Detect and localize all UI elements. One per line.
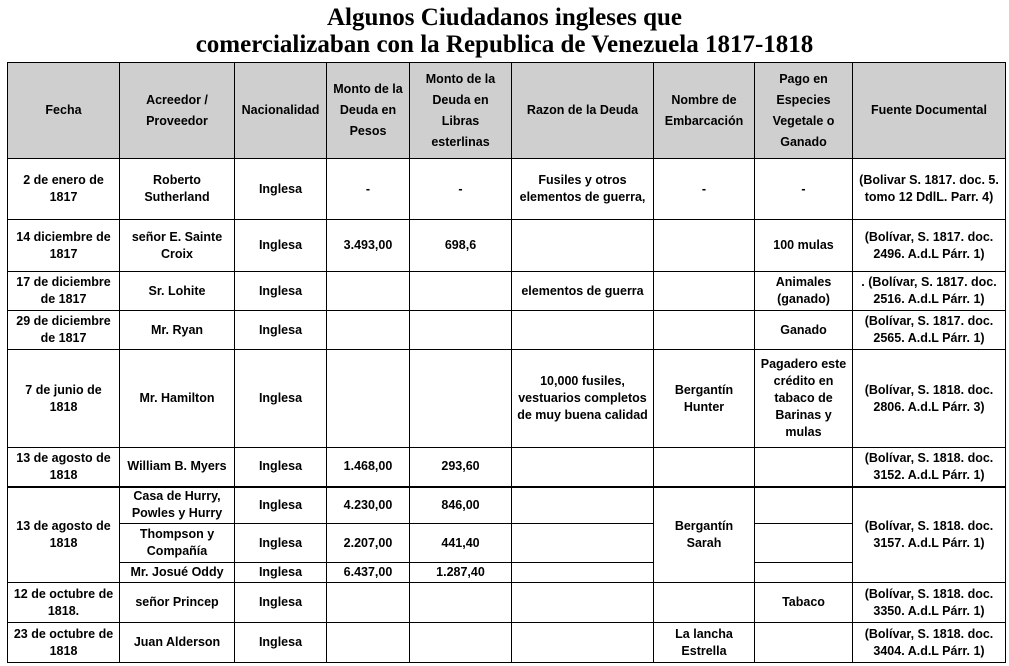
cell-fecha: 12 de octubre de 1818.: [8, 583, 120, 623]
cell-acreedor: Casa de Hurry, Powles y Hurry: [120, 487, 235, 524]
cell-pago: Ganado: [755, 311, 853, 350]
cell-embarcacion: [654, 272, 755, 311]
cell-acreedor: señor E. Sainte Croix: [120, 220, 235, 272]
table-row: [8, 159, 1006, 220]
cell-nacionalidad: Inglesa: [235, 159, 327, 220]
table-row: [8, 448, 1006, 487]
cell-fuente: (Bolívar, S. 1818. doc. 2806. A.d.L Párr. 3): [853, 350, 1006, 448]
cell-nacionalidad: Inglesa: [235, 623, 327, 663]
cell-fecha: 13 de agosto de 1818: [8, 487, 120, 583]
table-row: [8, 311, 1006, 350]
table-row: [8, 350, 1006, 448]
cell-acreedor: Mr. Hamilton: [120, 350, 235, 448]
cell-embarcacion: Bergantín Sarah: [654, 487, 755, 583]
header-acreedor: Acreedor / Proveedor: [120, 63, 235, 159]
cell-fecha: 2 de enero de 1817: [8, 159, 120, 220]
cell-nacionalidad: Inglesa: [235, 583, 327, 623]
cell-fecha: 7 de junio de 1818: [8, 350, 120, 448]
cell-razon: [512, 623, 654, 663]
cell-fuente: (Bolívar, S. 1818. doc. 3152. A.d.L Párr. 1): [853, 448, 1006, 487]
cell-nacionalidad: Inglesa: [235, 220, 327, 272]
cell-pago: [755, 524, 853, 563]
cell-monto-libras: [410, 272, 512, 311]
title-line-1: Algunos Ciudadanos ingleses que: [327, 4, 682, 31]
cell-razon: Fusiles y otros elementos de guerra,: [512, 159, 654, 220]
cell-acreedor: señor Princep: [120, 583, 235, 623]
cell-fuente: (Bolívar, S. 1818. doc. 3404. A.d.L Párr. 1): [853, 623, 1006, 663]
cell-fecha: 17 de diciembre de 1817: [8, 272, 120, 311]
cell-pago: [755, 487, 853, 524]
cell-monto-libras: 441,40: [410, 524, 512, 563]
cell-fuente: (Bolívar, S. 1818. doc. 3350. A.d.L Párr. 1): [853, 583, 1006, 623]
cell-razon: [512, 524, 654, 563]
cell-monto-pesos: [327, 623, 410, 663]
cell-razon: 10,000 fusiles, vestuarios completos de muy buena calidad: [512, 350, 654, 448]
cell-razon: [512, 583, 654, 623]
cell-acreedor: Thompson y Compañía: [120, 524, 235, 563]
cell-monto-libras: [410, 311, 512, 350]
table-row: [8, 220, 1006, 272]
cell-embarcacion: [654, 583, 755, 623]
cell-embarcacion: -: [654, 159, 755, 220]
cell-embarcacion: [654, 311, 755, 350]
cell-fuente: (Bolivar S. 1817. doc. 5. tomo 12 DdlL. Parr. 4): [853, 159, 1006, 220]
cell-monto-pesos: 6.437,00: [327, 563, 410, 583]
table-row: [8, 623, 1006, 663]
cell-pago: Animales (ganado): [755, 272, 853, 311]
cell-embarcacion: [654, 448, 755, 487]
title-line-2: comercializaban con la Republica de Venezuela 1817-1818: [195, 31, 814, 58]
cell-razon: [512, 220, 654, 272]
header-pago: Pago en Especies Vegetale o Ganado: [755, 63, 853, 159]
table-row: [8, 583, 1006, 623]
cell-monto-libras: [410, 350, 512, 448]
creditors-table: [7, 62, 1006, 663]
cell-razon: [512, 563, 654, 583]
cell-acreedor: William B. Myers: [120, 448, 235, 487]
cell-monto-pesos: [327, 272, 410, 311]
cell-monto-pesos: 2.207,00: [327, 524, 410, 563]
cell-monto-libras: 698,6: [410, 220, 512, 272]
cell-pago: -: [755, 159, 853, 220]
cell-acreedor: Roberto Sutherland: [120, 159, 235, 220]
cell-pago: Pagadero este crédito en tabaco de Barinas y mulas: [755, 350, 853, 448]
cell-embarcacion: Bergantín Hunter: [654, 350, 755, 448]
page-title: [0, 0, 1009, 58]
cell-razon: [512, 487, 654, 524]
cell-monto-pesos: [327, 311, 410, 350]
table-row: [8, 272, 1006, 311]
cell-nacionalidad: Inglesa: [235, 311, 327, 350]
cell-monto-pesos: [327, 583, 410, 623]
cell-monto-pesos: 1.468,00: [327, 448, 410, 487]
cell-fuente: . (Bolívar, S. 1817. doc. 2516. A.d.L Párr. 1): [853, 272, 1006, 311]
cell-razon: [512, 448, 654, 487]
cell-pago: [755, 448, 853, 487]
header-monto-libras: Monto de la Deuda en Libras esterlinas: [410, 63, 512, 159]
cell-nacionalidad: Inglesa: [235, 487, 327, 524]
header-fuente: Fuente Documental: [853, 63, 1006, 159]
table-row: [8, 487, 1006, 524]
cell-pago: [755, 563, 853, 583]
cell-pago: [755, 623, 853, 663]
cell-nacionalidad: Inglesa: [235, 448, 327, 487]
header-fecha: Fecha: [8, 63, 120, 159]
cell-fuente: (Bolívar, S. 1818. doc. 3157. A.d.L Párr. 1): [853, 487, 1006, 583]
header-row: [8, 63, 1006, 159]
cell-razon: elementos de guerra: [512, 272, 654, 311]
cell-acreedor: Sr. Lohite: [120, 272, 235, 311]
cell-monto-pesos: 4.230,00: [327, 487, 410, 524]
cell-monto-libras: [410, 623, 512, 663]
header-nacionalidad: Nacionalidad: [235, 63, 327, 159]
cell-embarcacion: [654, 220, 755, 272]
header-embarcacion: Nombre de Embarcación: [654, 63, 755, 159]
header-monto-pesos: Monto de la Deuda en Pesos: [327, 63, 410, 159]
cell-monto-libras: 846,00: [410, 487, 512, 524]
cell-fuente: (Bolívar, S. 1817. doc. 2496. A.d.L Párr. 1): [853, 220, 1006, 272]
cell-monto-libras: -: [410, 159, 512, 220]
cell-nacionalidad: Inglesa: [235, 272, 327, 311]
cell-fecha: 14 diciembre de 1817: [8, 220, 120, 272]
cell-acreedor: Mr. Josué Oddy: [120, 563, 235, 583]
cell-fecha: 13 de agosto de 1818: [8, 448, 120, 487]
cell-fecha: 29 de diciembre de 1817: [8, 311, 120, 350]
cell-monto-pesos: [327, 350, 410, 448]
cell-acreedor: Juan Alderson: [120, 623, 235, 663]
cell-pago: Tabaco: [755, 583, 853, 623]
cell-nacionalidad: Inglesa: [235, 350, 327, 448]
cell-monto-pesos: 3.493,00: [327, 220, 410, 272]
cell-fuente: (Bolívar, S. 1817. doc. 2565. A.d.L Párr. 1): [853, 311, 1006, 350]
cell-acreedor: Mr. Ryan: [120, 311, 235, 350]
cell-razon: [512, 311, 654, 350]
header-razon: Razon de la Deuda: [512, 63, 654, 159]
cell-pago: 100 mulas: [755, 220, 853, 272]
cell-embarcacion: La lancha Estrella: [654, 623, 755, 663]
cell-nacionalidad: Inglesa: [235, 563, 327, 583]
cell-monto-pesos: -: [327, 159, 410, 220]
cell-monto-libras: 293,60: [410, 448, 512, 487]
cell-monto-libras: 1.287,40: [410, 563, 512, 583]
cell-fecha: 23 de octubre de 1818: [8, 623, 120, 663]
cell-monto-libras: [410, 583, 512, 623]
cell-nacionalidad: Inglesa: [235, 524, 327, 563]
